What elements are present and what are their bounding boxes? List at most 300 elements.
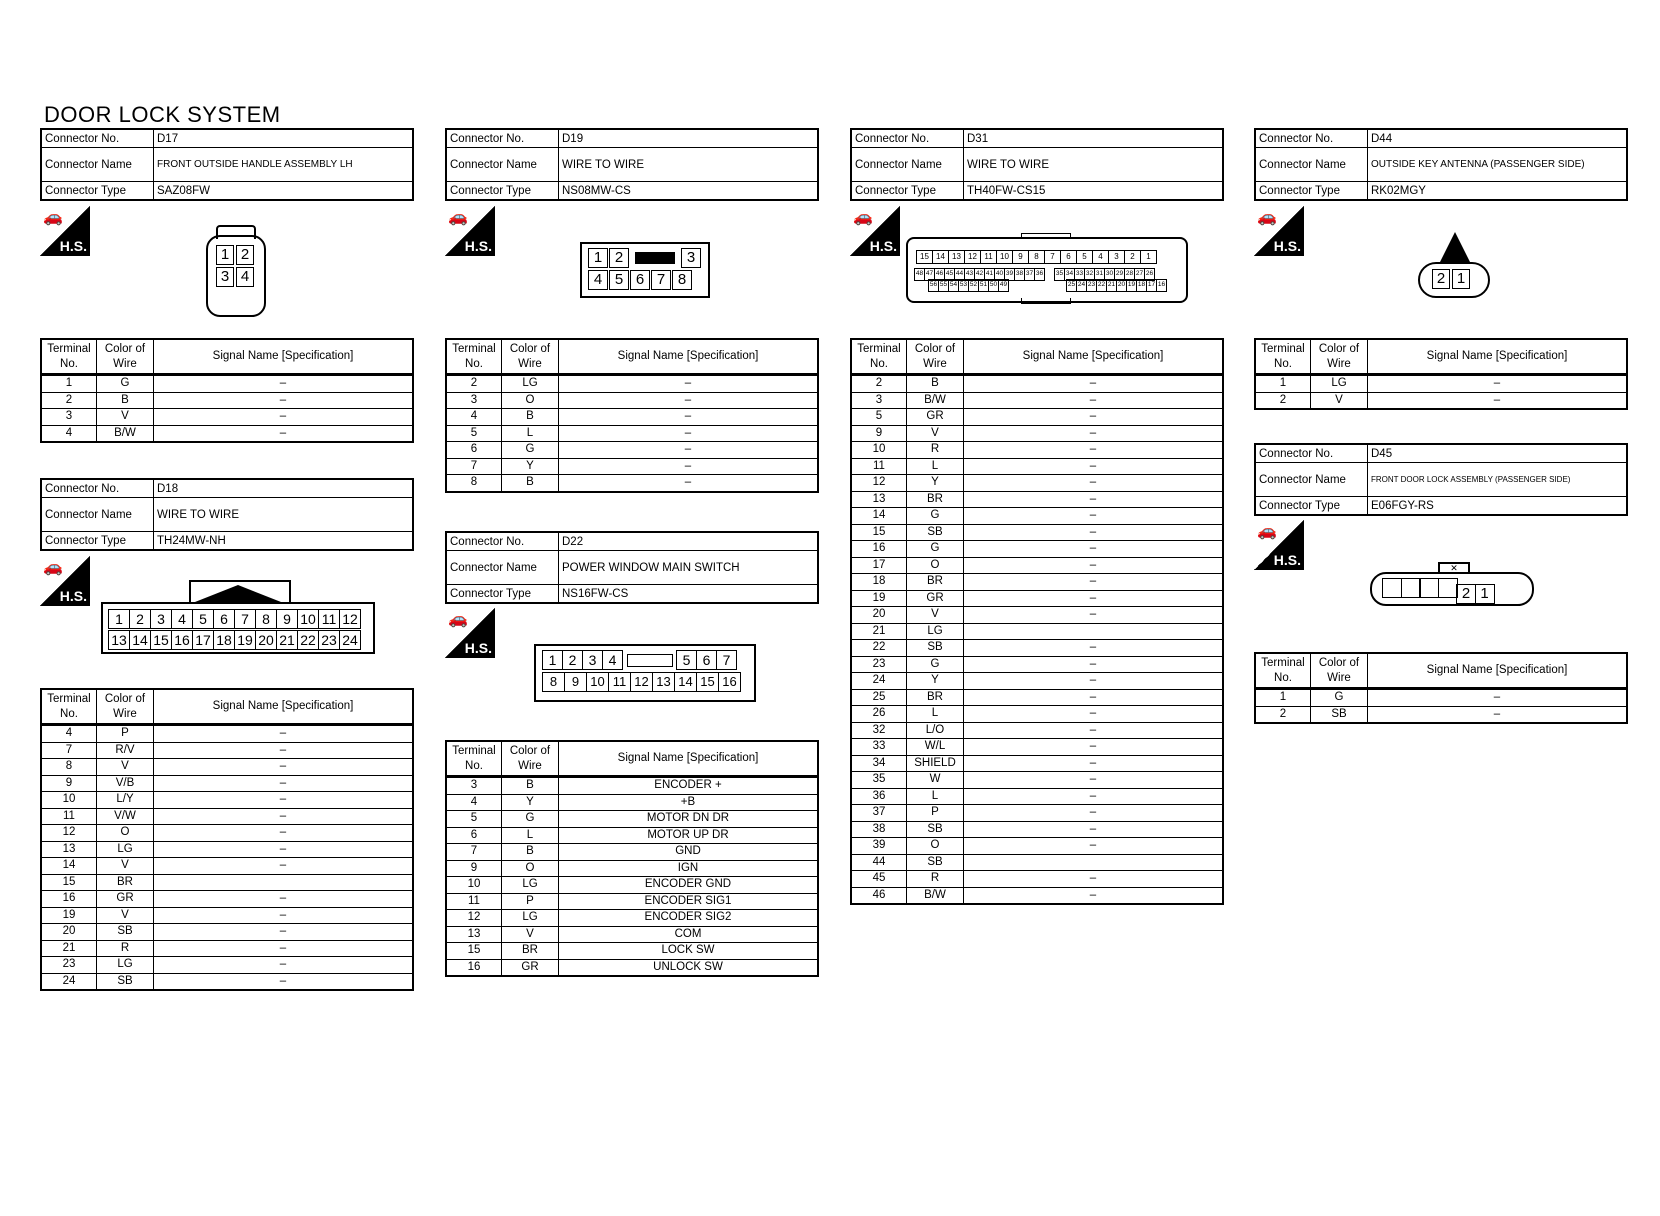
table-row	[851, 458, 1223, 475]
pin: 21	[1106, 279, 1117, 292]
table-row	[446, 375, 818, 393]
connector-no-value: D45	[1368, 444, 1628, 463]
wire-color-cell: V	[907, 607, 964, 624]
wire-color-cell: GR	[907, 590, 964, 607]
signal-name-cell: –	[154, 940, 414, 957]
wire-color-cell: R	[97, 940, 154, 957]
connector-no-label: Connector No.	[446, 129, 559, 148]
keyway	[635, 252, 675, 264]
pin: 8	[255, 609, 277, 629]
terminal-no-cell: 7	[446, 844, 502, 861]
signal-name-cell: –	[154, 924, 414, 941]
table-row	[1255, 689, 1627, 707]
connector-name-label: Connector Name	[1255, 148, 1368, 182]
connector-d45-info	[1254, 443, 1628, 516]
terminal-no-cell: 15	[41, 874, 97, 891]
table-row	[851, 871, 1223, 888]
pin: 30	[1104, 268, 1115, 281]
connector-name-label: Connector Name	[41, 498, 154, 532]
wire-color-cell: P	[97, 725, 154, 743]
table-row	[446, 458, 818, 475]
pin: 6	[213, 609, 235, 629]
table-row	[851, 375, 1223, 393]
connector-name-label: Connector Name	[446, 551, 559, 585]
wire-color-cell: B/W	[907, 392, 964, 409]
wire-color-cell: SB	[97, 973, 154, 990]
table-row	[446, 794, 818, 811]
pin: 27	[1134, 268, 1145, 281]
pin: 44	[954, 268, 965, 281]
color-of-wire-header: Color of Wire	[502, 741, 559, 777]
wire-color-cell: BR	[502, 943, 559, 960]
wire-color-cell: V	[1311, 392, 1368, 409]
connector-type-value: SAZ08FW	[154, 182, 414, 201]
wire-color-cell: LG	[502, 910, 559, 927]
wire-color-cell: V/W	[97, 808, 154, 825]
wire-color-cell: R/V	[97, 742, 154, 759]
pin: 3	[1108, 250, 1125, 264]
pin: 29	[1114, 268, 1125, 281]
pin: 23	[318, 630, 340, 650]
signal-name-cell: –	[964, 375, 1224, 393]
table-row	[41, 409, 413, 426]
table-row	[446, 827, 818, 844]
terminal-no-cell: 33	[851, 739, 907, 756]
pin: 52	[968, 279, 979, 292]
table-row	[41, 742, 413, 759]
pin: 14	[674, 672, 697, 692]
wire-color-cell: V	[907, 425, 964, 442]
pin: 2	[129, 609, 151, 629]
pin: 45	[944, 268, 955, 281]
terminal-no-cell: 12	[851, 475, 907, 492]
terminal-no-cell: 18	[851, 574, 907, 591]
terminal-no-cell: 10	[41, 792, 97, 809]
signal-name-header: Signal Name [Specification]	[154, 339, 414, 375]
wire-color-cell: L	[502, 425, 559, 442]
signal-name-header: Signal Name [Specification]	[1368, 653, 1628, 689]
pin: 4	[236, 267, 254, 287]
signal-name-cell: –	[154, 841, 414, 858]
terminal-no-cell: 45	[851, 871, 907, 888]
signal-name-cell: –	[964, 640, 1224, 657]
pin: 34	[1064, 268, 1075, 281]
terminal-no-cell: 4	[41, 425, 97, 442]
connector-name-value: WIRE TO WIRE	[964, 148, 1224, 182]
table-row	[851, 887, 1223, 904]
table-row	[446, 943, 818, 960]
table-row	[851, 689, 1223, 706]
signal-name-cell: –	[964, 871, 1224, 888]
terminal-no-cell: 4	[41, 725, 97, 743]
connector-name-value: FRONT DOOR LOCK ASSEMBLY (PASSENGER SIDE)	[1368, 463, 1628, 497]
pin: 1	[542, 650, 563, 670]
pin: 17	[1146, 279, 1157, 292]
pin: 3	[150, 609, 172, 629]
pin: 2	[562, 650, 583, 670]
pin: 24	[339, 630, 361, 650]
pin: 11	[608, 672, 631, 692]
terminal-no-cell: 3	[446, 777, 502, 795]
terminal-no-cell: 11	[41, 808, 97, 825]
pin: 1	[1452, 269, 1470, 289]
table-row	[446, 910, 818, 927]
terminal-no-cell: 37	[851, 805, 907, 822]
terminal-no-cell: 4	[446, 794, 502, 811]
wire-color-cell: SB	[907, 524, 964, 541]
table-row	[851, 838, 1223, 855]
pin: 35	[1054, 268, 1065, 281]
table-row	[1255, 706, 1627, 723]
pin: 13	[108, 630, 130, 650]
wire-color-cell: SB	[97, 924, 154, 941]
table-row	[851, 409, 1223, 426]
signal-name-cell: –	[964, 475, 1224, 492]
table-row	[851, 722, 1223, 739]
wire-color-cell: B	[502, 777, 559, 795]
signal-name-cell: MOTOR DN DR	[559, 811, 819, 828]
connector-d22-terminal-table	[445, 740, 819, 977]
pin: 3	[681, 248, 701, 268]
table-row	[41, 725, 413, 743]
connector-d19-face	[580, 242, 710, 298]
table-row	[851, 607, 1223, 624]
wire-color-cell: G	[502, 442, 559, 459]
wire-color-cell: B/W	[907, 887, 964, 904]
wire-color-cell: LG	[502, 877, 559, 894]
signal-name-cell: –	[154, 907, 414, 924]
connector-type-label: Connector Type	[41, 532, 154, 551]
pin: 8	[542, 672, 565, 692]
wire-color-cell: LG	[1311, 375, 1368, 393]
connector-name-label: Connector Name	[1255, 463, 1368, 497]
wire-color-cell: LG	[907, 623, 964, 640]
wire-color-cell: B/W	[97, 425, 154, 442]
pin: 11	[318, 609, 340, 629]
terminal-no-cell: 12	[446, 910, 502, 927]
pin: 21	[276, 630, 298, 650]
keyway	[627, 654, 673, 667]
table-row	[851, 640, 1223, 657]
wire-color-cell: G	[907, 508, 964, 525]
table-row	[851, 590, 1223, 607]
connector-d44-terminal-table	[1254, 338, 1628, 410]
pin: 3	[216, 267, 234, 287]
terminal-no-cell: 8	[41, 759, 97, 776]
pin: 18	[1136, 279, 1147, 292]
color-of-wire-header: Color of Wire	[97, 339, 154, 375]
terminal-no-cell: 10	[851, 442, 907, 459]
signal-name-cell: –	[964, 755, 1224, 772]
wire-color-cell: GR	[502, 959, 559, 976]
pin: 1	[1475, 584, 1495, 604]
pin: 54	[948, 279, 959, 292]
terminal-no-cell: 2	[1255, 706, 1311, 723]
terminal-no-cell: 2	[1255, 392, 1311, 409]
pin: 36	[1034, 268, 1045, 281]
pin: 53	[958, 279, 969, 292]
pin: 48	[914, 268, 925, 281]
signal-name-cell: LOCK SW	[559, 943, 819, 960]
connector-no-label: Connector No.	[1255, 444, 1368, 463]
signal-name-cell: –	[964, 541, 1224, 558]
table-row	[851, 392, 1223, 409]
wire-color-cell: W/L	[907, 739, 964, 756]
table-row	[851, 508, 1223, 525]
signal-name-cell: +B	[559, 794, 819, 811]
table-row	[446, 926, 818, 943]
wire-color-cell: O	[907, 557, 964, 574]
wire-color-cell: G	[97, 375, 154, 393]
signal-name-cell: MOTOR UP DR	[559, 827, 819, 844]
table-row	[446, 777, 818, 795]
color-of-wire-header: Color of Wire	[1311, 339, 1368, 375]
signal-name-cell: –	[964, 409, 1224, 426]
wire-color-cell: GR	[907, 409, 964, 426]
connector-name-value: POWER WINDOW MAIN SWITCH	[559, 551, 819, 585]
signal-name-cell: –	[154, 392, 414, 409]
wire-color-cell: L	[907, 788, 964, 805]
terminal-no-cell: 3	[41, 409, 97, 426]
pin: 18	[213, 630, 235, 650]
pin: 32	[1084, 268, 1095, 281]
wire-color-cell: P	[907, 805, 964, 822]
table-row	[1255, 392, 1627, 409]
terminal-no-cell: 1	[1255, 689, 1311, 707]
pin: 56	[928, 279, 939, 292]
table-row	[851, 772, 1223, 789]
table-row	[851, 442, 1223, 459]
table-row	[851, 541, 1223, 558]
table-row	[41, 775, 413, 792]
wire-color-cell: G	[907, 656, 964, 673]
table-row	[851, 821, 1223, 838]
pin: 37	[1024, 268, 1035, 281]
signal-name-cell: –	[964, 656, 1224, 673]
wire-color-cell: O	[502, 392, 559, 409]
signal-name-cell: –	[964, 590, 1224, 607]
pin: 24	[1076, 279, 1087, 292]
harness-side-icon: 🚗 H.S.	[850, 206, 900, 256]
pin: 4	[1092, 250, 1109, 264]
harness-side-icon: 🚗 H.S.	[40, 556, 90, 606]
table-row	[851, 475, 1223, 492]
table-row	[851, 491, 1223, 508]
terminal-no-cell: 23	[41, 957, 97, 974]
pin: 40	[994, 268, 1005, 281]
pin: 19	[1126, 279, 1137, 292]
connector-name-value: WIRE TO WIRE	[154, 498, 414, 532]
terminal-no-cell: 10	[446, 877, 502, 894]
terminal-no-cell: 5	[446, 811, 502, 828]
pin: 17	[192, 630, 214, 650]
terminal-no-cell: 15	[851, 524, 907, 541]
color-of-wire-header: Color of Wire	[907, 339, 964, 375]
pin: 14	[129, 630, 151, 650]
pin: 47	[924, 268, 935, 281]
pin: 42	[974, 268, 985, 281]
terminal-no-cell: 25	[851, 689, 907, 706]
pin: 22	[1096, 279, 1107, 292]
connector-no-value: D19	[559, 129, 819, 148]
wire-color-cell: G	[1311, 689, 1368, 707]
table-row	[41, 874, 413, 891]
terminal-no-header: Terminal No.	[1255, 339, 1311, 375]
connector-type-label: Connector Type	[446, 182, 559, 201]
color-of-wire-header: Color of Wire	[502, 339, 559, 375]
connector-d31-face	[906, 233, 1188, 307]
pin: 7	[716, 650, 737, 670]
wire-color-cell: V	[97, 907, 154, 924]
table-row	[446, 893, 818, 910]
pin: 10	[297, 609, 319, 629]
wire-color-cell: LG	[502, 375, 559, 393]
terminal-no-cell: 5	[851, 409, 907, 426]
signal-name-header: Signal Name [Specification]	[964, 339, 1224, 375]
wire-color-cell: Y	[502, 458, 559, 475]
table-row	[41, 907, 413, 924]
terminal-no-cell: 5	[446, 425, 502, 442]
table-row	[41, 792, 413, 809]
signal-name-cell: –	[964, 805, 1224, 822]
page-title: DOOR LOCK SYSTEM	[44, 102, 281, 127]
signal-name-header: Signal Name [Specification]	[1368, 339, 1628, 375]
signal-name-cell: –	[964, 574, 1224, 591]
signal-name-cell: –	[154, 808, 414, 825]
terminal-no-cell: 16	[41, 891, 97, 908]
connector-type-value: RK02MGY	[1368, 182, 1628, 201]
table-row	[446, 425, 818, 442]
pin: 15	[150, 630, 172, 650]
harness-side-icon: 🚗 H.S.	[445, 608, 495, 658]
wire-color-cell: V	[97, 409, 154, 426]
connector-name-label: Connector Name	[851, 148, 964, 182]
pin: 41	[984, 268, 995, 281]
table-row	[851, 623, 1223, 640]
connector-type-value: E06FGY-RS	[1368, 497, 1628, 516]
pin: 1	[1140, 250, 1157, 264]
table-row	[851, 706, 1223, 723]
pin: 12	[339, 609, 361, 629]
table-row	[851, 805, 1223, 822]
table-row	[41, 973, 413, 990]
table-row	[446, 959, 818, 976]
terminal-no-cell: 9	[41, 775, 97, 792]
signal-name-cell: –	[964, 607, 1224, 624]
pin: 46	[934, 268, 945, 281]
signal-name-cell: –	[154, 792, 414, 809]
signal-name-cell: ENCODER GND	[559, 877, 819, 894]
terminal-no-cell: 2	[41, 392, 97, 409]
harness-side-icon: 🚗 H.S.	[40, 206, 90, 256]
terminal-no-header: Terminal No.	[851, 339, 907, 375]
wire-color-cell: L	[907, 706, 964, 723]
signal-name-cell: UNLOCK SW	[559, 959, 819, 976]
table-row	[851, 854, 1223, 871]
connector-no-value: D44	[1368, 129, 1628, 148]
connector-d18-face	[101, 580, 375, 654]
pin: 5	[192, 609, 214, 629]
wire-color-cell: O	[502, 860, 559, 877]
signal-name-cell: –	[964, 491, 1224, 508]
connector-type-label: Connector Type	[1255, 182, 1368, 201]
terminal-no-cell: 21	[851, 623, 907, 640]
connector-name-value: FRONT OUTSIDE HANDLE ASSEMBLY LH	[154, 148, 414, 182]
signal-name-cell: –	[964, 788, 1224, 805]
pin: 2	[609, 248, 629, 268]
table-row	[446, 409, 818, 426]
wire-color-cell: BR	[907, 574, 964, 591]
terminal-no-cell: 38	[851, 821, 907, 838]
connector-no-label: Connector No.	[851, 129, 964, 148]
signal-name-cell: –	[964, 689, 1224, 706]
terminal-no-cell: 9	[446, 860, 502, 877]
signal-name-cell: –	[964, 442, 1224, 459]
signal-name-cell: –	[154, 375, 414, 393]
terminal-no-cell: 19	[41, 907, 97, 924]
terminal-no-cell: 20	[851, 607, 907, 624]
table-row	[851, 739, 1223, 756]
pin: 23	[1086, 279, 1097, 292]
wire-color-cell: O	[97, 825, 154, 842]
signal-name-cell: –	[1368, 706, 1628, 723]
pin: 2	[1456, 584, 1476, 604]
connector-type-label: Connector Type	[446, 585, 559, 604]
wire-color-cell: B	[502, 475, 559, 492]
connector-no-value: D22	[559, 532, 819, 551]
signal-name-cell: –	[154, 957, 414, 974]
signal-name-cell: ENCODER SIG2	[559, 910, 819, 927]
terminal-no-cell: 13	[41, 841, 97, 858]
wire-color-cell: G	[502, 811, 559, 828]
pin: 49	[998, 279, 1009, 292]
table-row	[446, 811, 818, 828]
wire-color-cell: B	[97, 392, 154, 409]
table-row	[41, 825, 413, 842]
pin: 16	[171, 630, 193, 650]
terminal-no-cell: 35	[851, 772, 907, 789]
pin: 12	[964, 250, 981, 264]
connector-no-label: Connector No.	[1255, 129, 1368, 148]
pin: 50	[988, 279, 999, 292]
terminal-no-cell: 13	[446, 926, 502, 943]
wire-color-cell: L	[907, 458, 964, 475]
terminal-no-cell: 24	[851, 673, 907, 690]
terminal-no-cell: 11	[851, 458, 907, 475]
terminal-no-cell: 24	[41, 973, 97, 990]
signal-name-cell: –	[1368, 689, 1628, 707]
connector-type-label: Connector Type	[41, 182, 154, 201]
terminal-no-header: Terminal No.	[446, 339, 502, 375]
wire-color-cell: P	[502, 893, 559, 910]
terminal-no-cell: 19	[851, 590, 907, 607]
signal-name-cell: –	[154, 742, 414, 759]
table-row	[446, 877, 818, 894]
wire-color-cell: G	[907, 541, 964, 558]
table-row	[41, 891, 413, 908]
table-row	[851, 425, 1223, 442]
terminal-no-cell: 13	[851, 491, 907, 508]
table-row	[41, 841, 413, 858]
pin: 7	[234, 609, 256, 629]
connector-d17-face	[206, 225, 266, 317]
terminal-no-cell: 1	[41, 375, 97, 393]
connector-d19-info	[445, 128, 819, 201]
pin: 5	[609, 270, 629, 290]
pin: 20	[255, 630, 277, 650]
pin: 6	[696, 650, 717, 670]
pin: 33	[1074, 268, 1085, 281]
